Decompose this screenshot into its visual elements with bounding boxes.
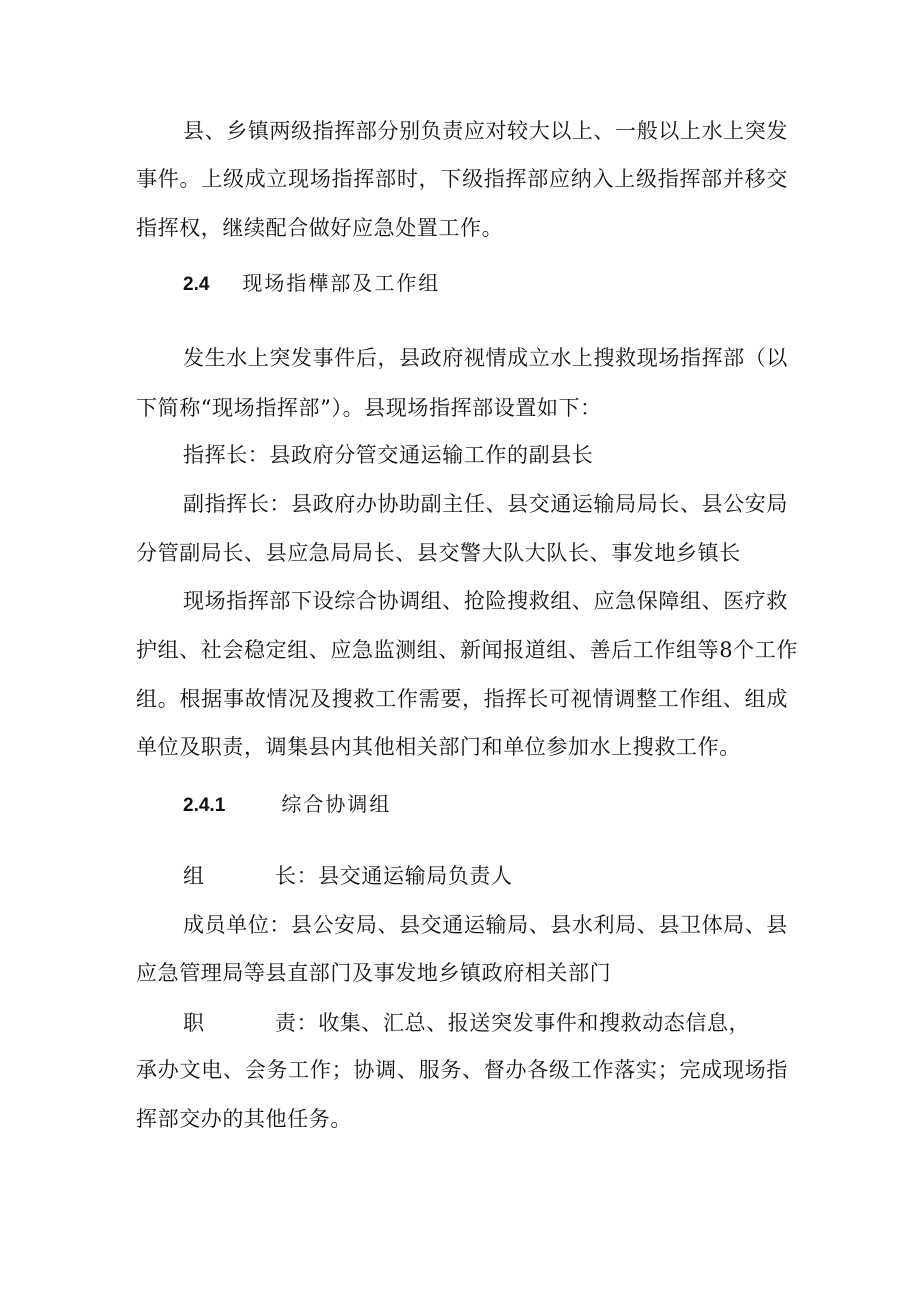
paragraph-line: 指挥权，继续配合做好应急处置工作。: [136, 216, 504, 240]
paragraph-line: 发生水上突发事件后，县政府视情成立水上搜救现场指挥部（以: [183, 346, 788, 370]
role-text: 责：收集、汇总、报送突发事件和搜救动态信息，: [275, 1011, 751, 1035]
section-title: 综合协调组: [281, 792, 392, 816]
paragraph-line: 县、乡镇两级指挥部分别负责应对较大以上、一般以上水上突发: [183, 119, 788, 143]
role-line-leader: [183, 861, 513, 891]
paragraph-line: 挥部交办的其他任务。: [136, 1107, 352, 1131]
paragraph-line: 组。根据事故情况及搜救工作需要，指挥长可视情调整工作组、组成: [136, 687, 788, 711]
paragraph-line: 现场指挥部下设综合协调组、抢险搜救组、应急保障组、医疗救: [183, 589, 788, 613]
section-title: 现场指樺部及工作组: [242, 271, 441, 295]
paragraph-line: 事件。上级成立现场指挥部时，下级指挥部应纳入上级指挥部并移交: [136, 167, 788, 191]
paragraph-line: 单位及职责，调集县内其他相关部门和单位参加水上搜救工作。: [136, 735, 741, 759]
role-line-duty: [183, 1008, 750, 1038]
paragraph-line: 指挥长：县政府分管交通运输工作的副县长: [183, 443, 594, 467]
section-number: 2.4: [183, 274, 210, 295]
paragraph-line: 护组、社会稳定组、应急监测组、新闻报道组、善后工作组等8个工作: [136, 638, 798, 662]
section-number: 2.4.1: [183, 795, 226, 816]
paragraph-line: 成员单位：县公安局、县交通运输局、县水利局、县卫体局、县: [183, 913, 788, 937]
paragraph-line: 分管副局长、县应急局局长、县交警大队大队长、事发地乡镇长: [136, 541, 741, 565]
role-text: 长：县交通运输局负责人: [275, 864, 513, 888]
section-heading-2-4-1: [183, 789, 391, 821]
paragraph-line: 下简称“现场指挥部”）。县现场指挥部设置如下：: [136, 396, 602, 420]
paragraph-line: 承办文电、会务工作；协调、服务、督办各级工作落实；完成现场指: [136, 1058, 788, 1082]
role-label: 组: [183, 864, 205, 888]
role-label: 职: [183, 1011, 205, 1035]
paragraph-line: 应急管理局等县直部门及事发地乡镇政府相关部门: [136, 961, 612, 985]
section-heading-2-4: [183, 268, 440, 300]
paragraph-line: 副指挥长：县政府办协助副主任、县交通运输局局长、县公安局: [183, 492, 788, 516]
